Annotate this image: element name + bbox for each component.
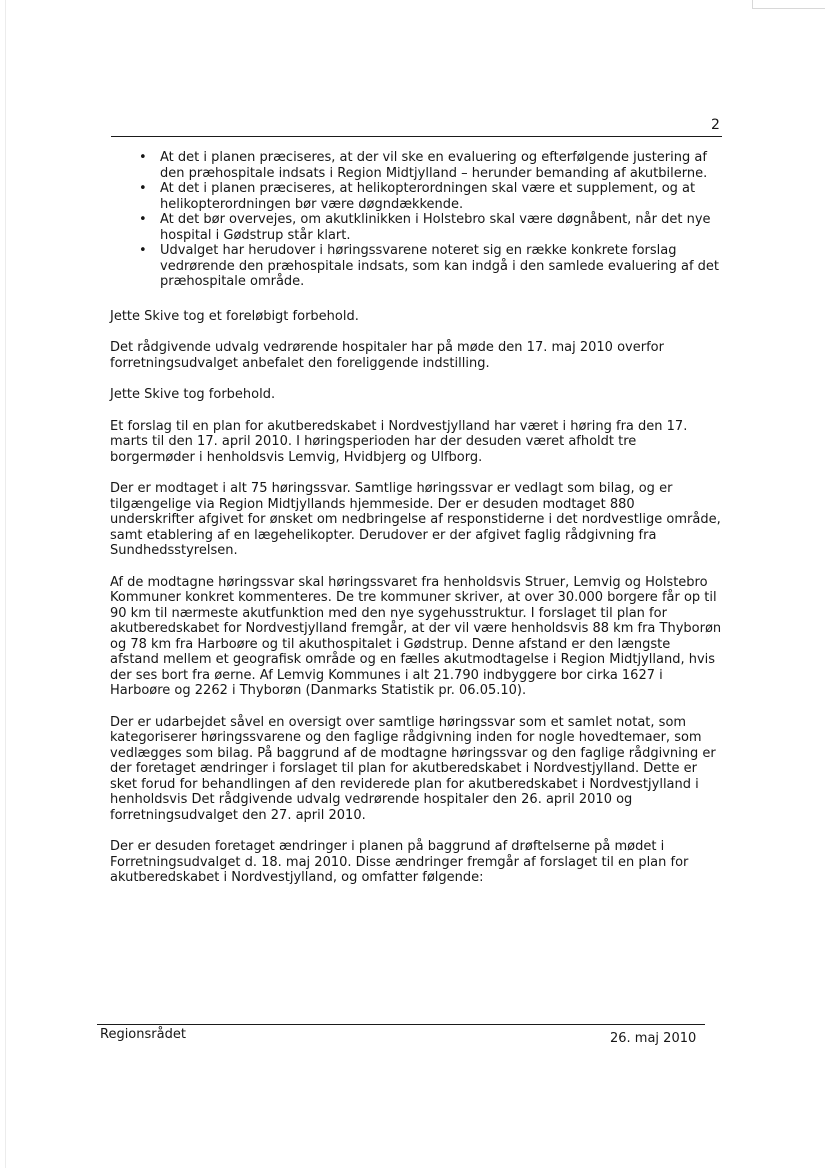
bullet-text: At det i planen præciseres, at helikopterordningen skal være et supplement, og at helikopterordningen bør være døgndækkende.	[160, 181, 696, 212]
bullet-dot-icon: •	[139, 181, 147, 196]
bullet-dot-icon: •	[139, 212, 147, 227]
paragraph: Jette Skive tog et foreløbigt forbehold.	[110, 308, 359, 324]
bullet-list	[110, 150, 722, 290]
scan-page-edge	[752, 0, 825, 9]
header-rule	[111, 136, 722, 137]
bullet-dot-icon: •	[139, 243, 147, 258]
footer-author: Regionsrådet	[100, 1027, 186, 1042]
paragraph: Det rådgivende udvalg vedrørende hospitaler har på møde den 17. maj 2010 overfor forretningsudvalget anbefalet den foreliggende indstilling.	[110, 340, 664, 371]
footer-date: 26. maj 2010	[610, 1031, 697, 1046]
paragraph: Der er udarbejdet såvel en oversigt over samtlige høringssvar som et samlet notat, som kategoriserer høringssvarene og den faglige rådgivning inden for nogle hovedtemaer, som vedlægges som bilag. På baggrund af de modtagne høringssvar og den faglige rådgivning er der foretaget ændringer i forslaget til plan for akutberedskabet i Nordvestjylland. Dette er sket forud for behandlingen af den reviderede plan for akutberedskabet i Nordvestjylland i henholdsvis Det rådgivende udvalg vedrørende hospitaler den 26. april 2010 og forretningsudvalget den 27. april 2010.	[110, 714, 716, 823]
bullet-text: Udvalget har herudover i høringssvarene noteret sig en række konkrete forslag vedrørende den præhospitale indsats, som kan indgå i den samlede evaluering af det præhospitale område.	[160, 243, 719, 289]
bullet-item	[110, 181, 722, 212]
bullet-text: At det i planen præciseres, at der vil ske en evaluering og efterfølgende justering af den præhospitale indsats i Region Midtjylland – herunder bemanding af akutbilerne.	[160, 150, 708, 181]
bullet-item	[110, 150, 722, 181]
paragraph: Der er desuden foretaget ændringer i planen på baggrund af drøftelserne på mødet i Forretningsudvalget d. 18. maj 2010. Disse ændringer fremgår af forslaget til en plan for akutberedskabet i Nordvestjylland, og omfatter følgende:	[110, 839, 689, 885]
scan-left-edge	[5, 0, 6, 1168]
footer-rule	[97, 1024, 705, 1025]
page-number: 2	[711, 117, 720, 133]
bullet-item	[110, 243, 722, 290]
paragraph: Jette Skive tog forbehold.	[110, 387, 276, 402]
paragraph: Af de modtagne høringssvar skal høringssvaret fra henholdsvis Struer, Lemvig og Holstebro Kommuner konkret kommenteres. De tre kommuner skriver, at over 30.000 borgere får op til 90 km til nærmeste akutfunktion med den nye sygehusstruktur. I forslaget til plan for akutberedskabet for Nordvestjylland fremgår, at der vil være henholdsvis 88 km fra Thyborøn og 78 km fra Harboøre og til akuthospitalet i Gødstrup. Denne afstand er den længste afstand mellem et geografisk område og en fælles akutmodtagelse i Region Midtjylland, hvis der ses bort fra øerne. Af Lemvig Kommunes i alt 21.790 indbyggere bor cirka 1627 i Harboøre og 2262 i Thyborøn (Danmarks Statistik pr. 06.05.10).	[110, 574, 722, 698]
document-body	[110, 150, 722, 886]
paragraph: Et forslag til en plan for akutberedskabet i Nordvestjylland har været i høring fra den 17. marts til den 17. april 2010. I høringsperioden har der desuden været afholdt tre borgermøder i henholdsvis Lemvig, Hvidbjerg og Ulfborg.	[110, 418, 688, 465]
bullet-dot-icon: •	[139, 150, 147, 165]
bullet-text: At det bør overvejes, om akutklinikken i Holstebro skal være døgnåbent, når det nye hospital i Gødstrup står klart.	[160, 212, 711, 243]
paragraph: Der er modtaget i alt 75 høringssvar. Samtlige høringssvar er vedlagt som bilag, og er tilgængelige via Region Midtjyllands hjemmeside. Der er desuden modtaget 880 underskrifter afgivet for ønsket om nedbringelse af responstiderne i det nordvestlige område, samt etablering af en lægehelikopter. Derudover er der afgivet faglig rådgivning fra Sundhedsstyrelsen.	[110, 481, 721, 558]
bullet-item	[110, 212, 722, 243]
